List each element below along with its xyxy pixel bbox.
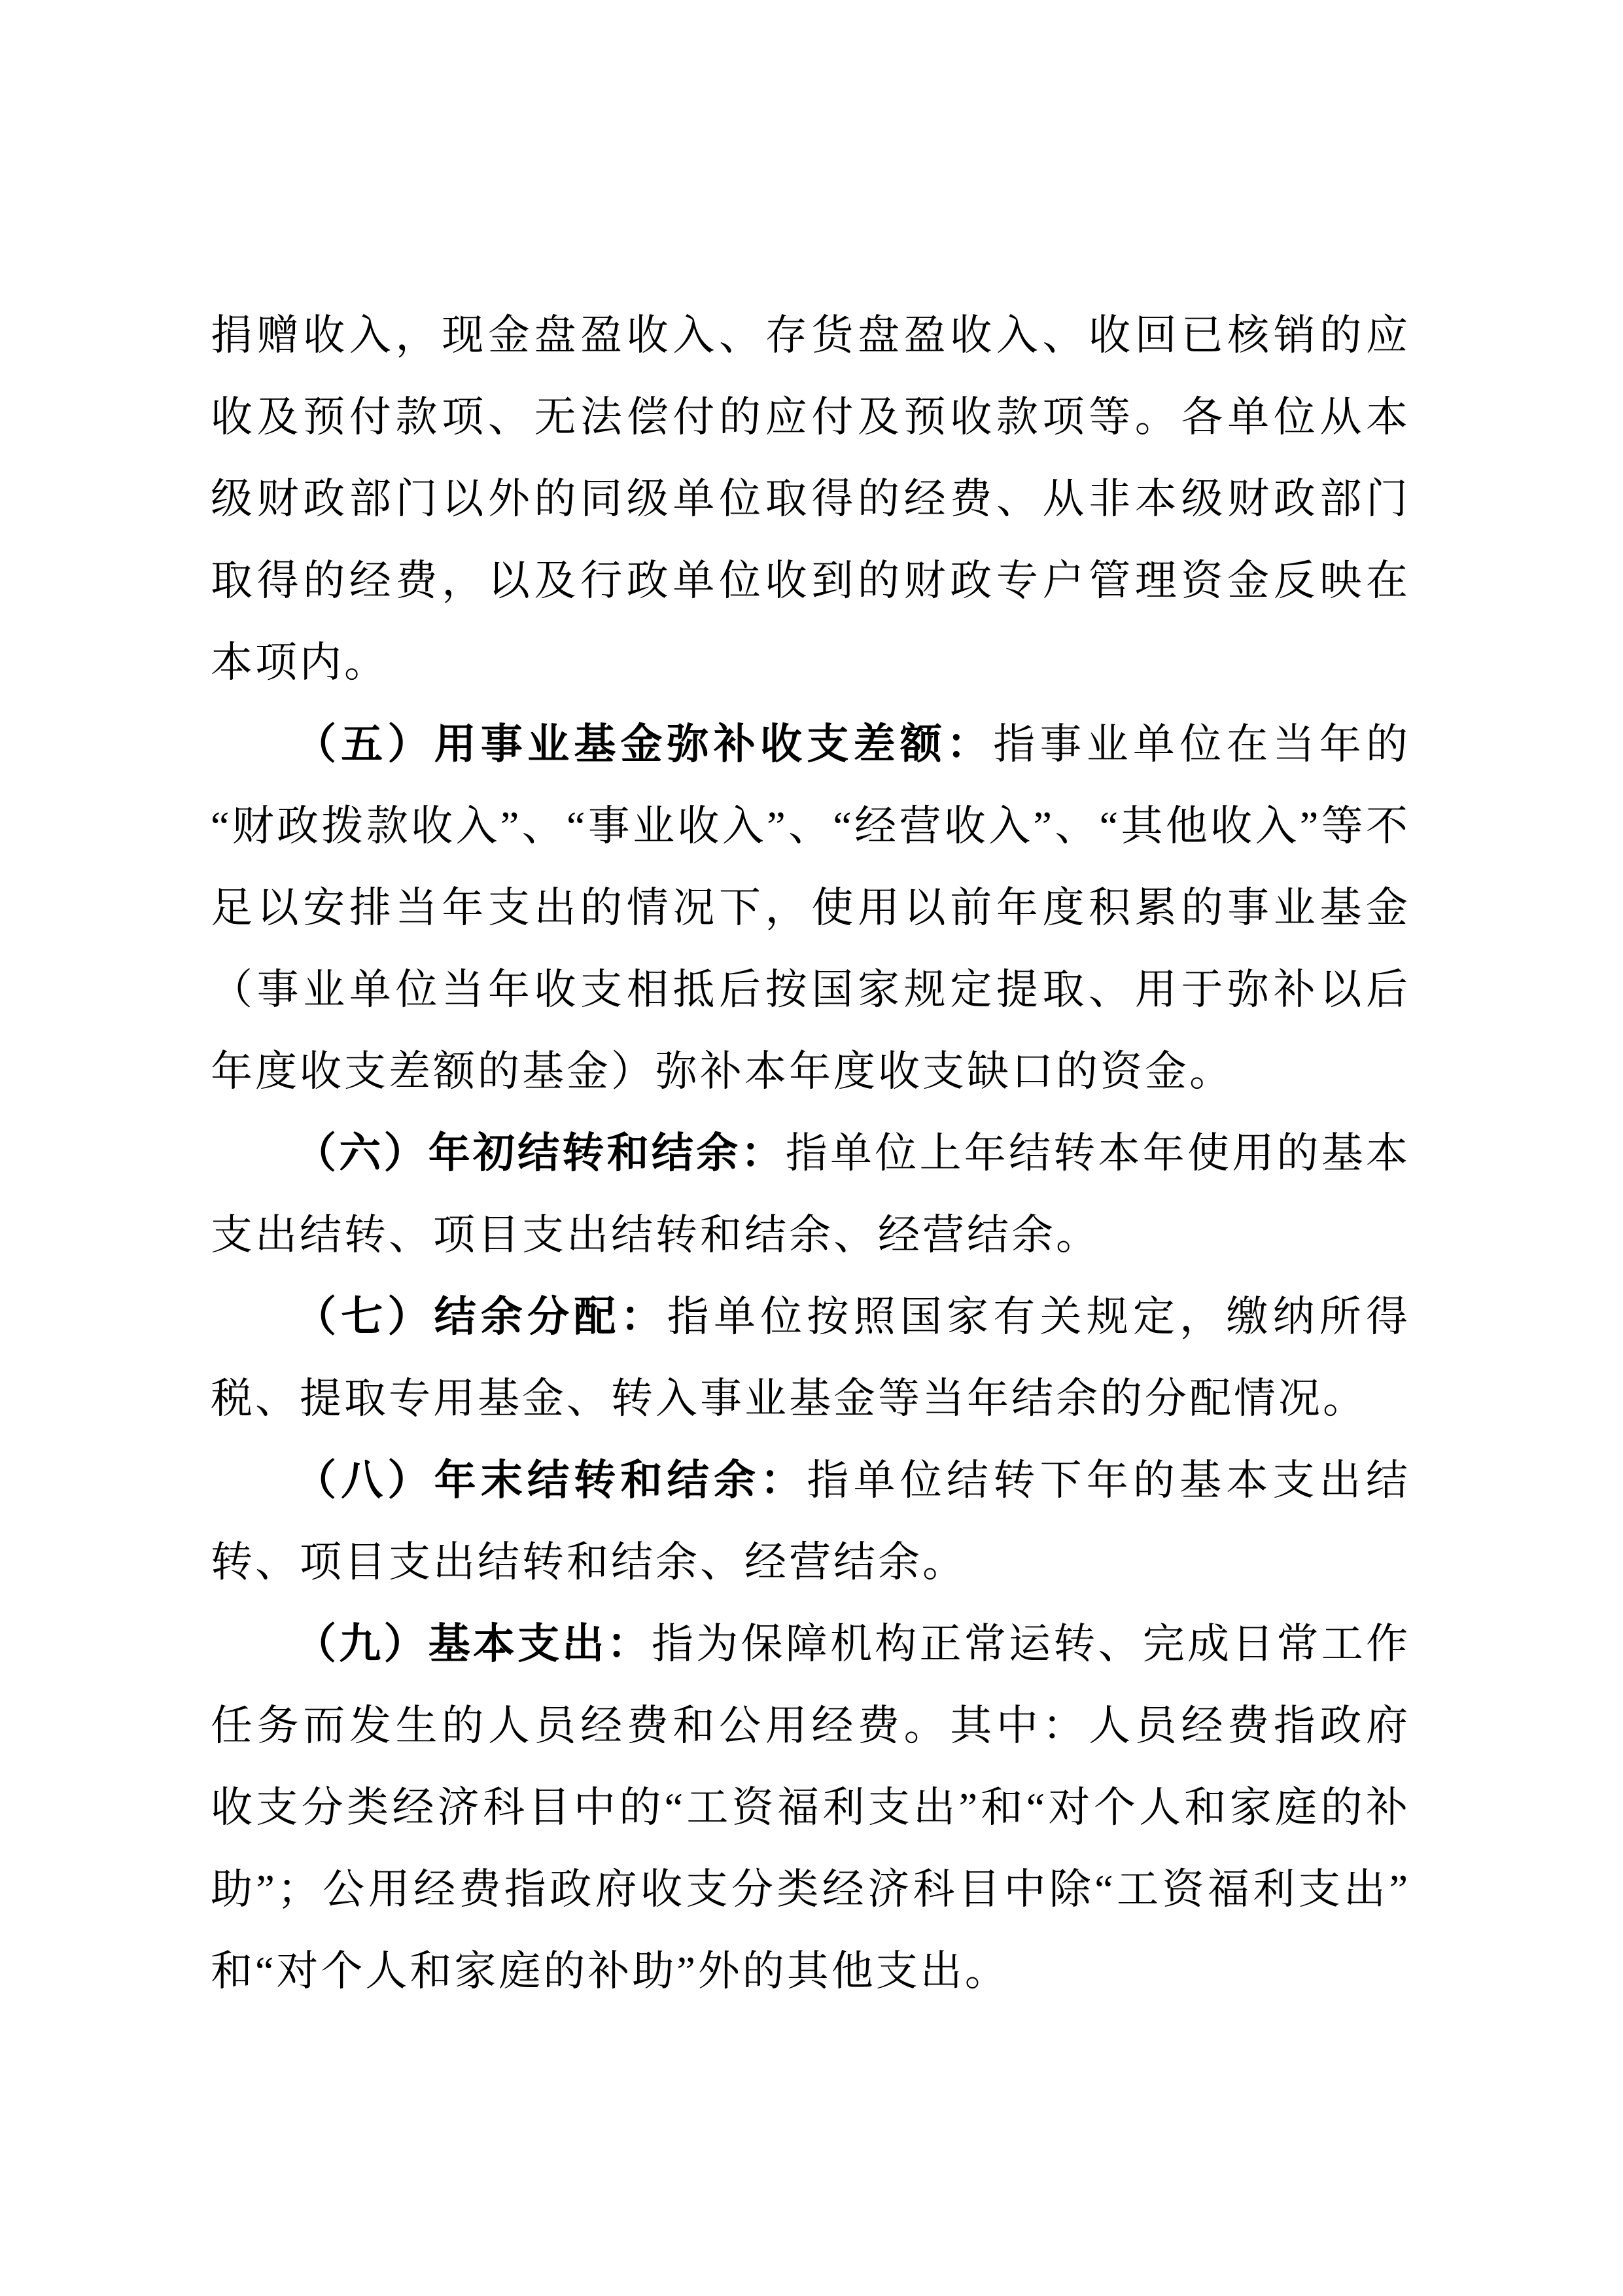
paragraph-item-8: [211, 1439, 1410, 1603]
paragraph-continuation: [211, 294, 1410, 703]
paragraph-text: 指事业单位在当年的“财政拨款收入”、“事业收入”、“经营收入”、“其他收入”等不足以安排当年支出的情况下，使用以前年度积累的事业基金（事业单位当年收支相抵后按国家规定提取、用于弥补以后年度收支差额的基金）弥补本年度收支缺口的资金。: [211, 721, 1411, 1095]
paragraph-item-5: [211, 703, 1410, 1112]
paragraph-text: 指为保障机构正常运转、完成日常工作任务而发生的人员经费和公用经费。其中：人员经费指政府收支分类经济科目中的“工资福利支出”和“对个人和家庭的补助”；公用经费指政府收支分类经济科目中除“工资福利支出”和“对个人和家庭的补助”外的其他支出。: [211, 1621, 1410, 1994]
paragraph-item-9: [211, 1603, 1410, 2012]
paragraph-heading: （六）年初结转和结余：: [294, 1130, 786, 1176]
paragraph-text: 指单位结转下年的基本支出结转、项目支出结转和结余、经营结余。: [211, 1457, 1410, 1585]
paragraph-heading: （七）结余分配：: [294, 1294, 667, 1340]
paragraph-text: 捐赠收入，现金盘盈收入、存货盘盈收入、收回已核销的应收及预付款项、无法偿付的应付及预收款项等。各单位从本级财政部门以外的同级单位取得的经费、从非本级财政部门取得的经费，以及行政单位收到的财政专户管理资金反映在本项内。: [211, 312, 1410, 686]
document-body: [211, 294, 1410, 2012]
paragraph-text: 指单位按照国家有关规定，缴纳所得税、提取专用基金、转入事业基金等当年结余的分配情况。: [211, 1294, 1411, 1422]
paragraph-heading: （九）基本支出：: [294, 1621, 652, 1667]
paragraph-item-6: [211, 1112, 1410, 1276]
paragraph-item-7: [211, 1276, 1410, 1439]
paragraph-heading: （五）用事业基金弥补收支差额：: [294, 721, 994, 768]
paragraph-heading: （八）年末结转和结余：: [294, 1457, 807, 1504]
paragraph-text: 指单位上年结转本年使用的基本支出结转、项目支出结转和结余、经营结余。: [211, 1130, 1410, 1258]
